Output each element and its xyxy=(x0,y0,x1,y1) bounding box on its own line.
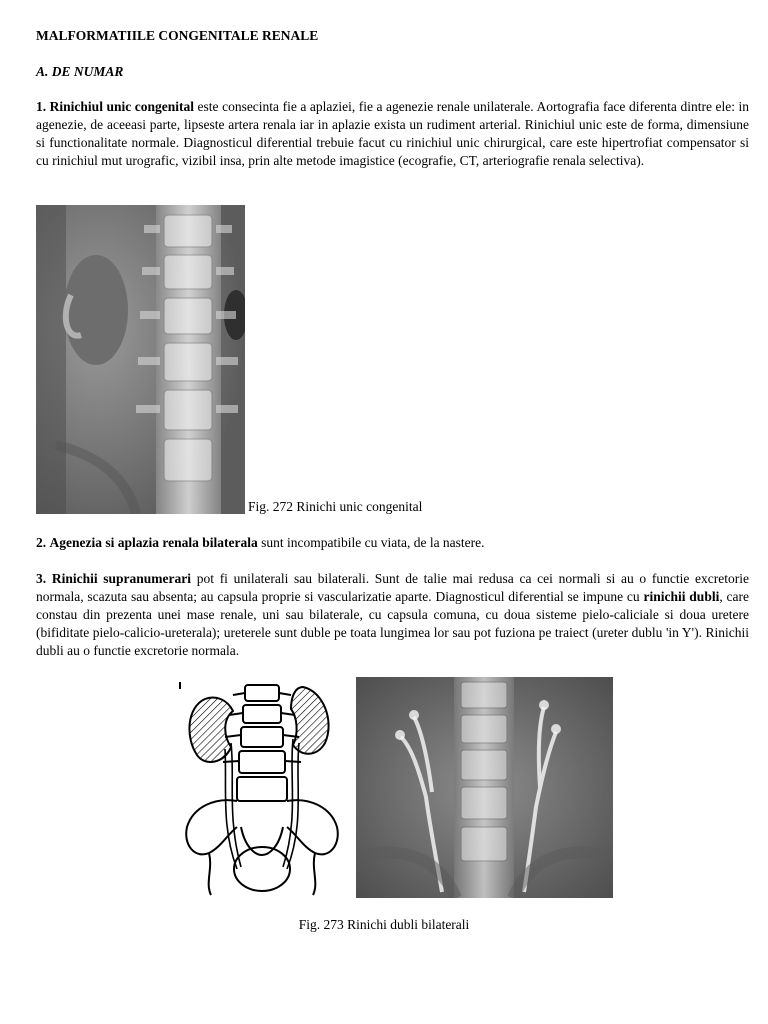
paragraph-single-kidney xyxy=(36,98,749,170)
xray-image-single-kidney xyxy=(36,205,245,514)
anatomical-drawing-duplex-kidneys xyxy=(175,677,347,899)
paragraph-bilateral-agenesis xyxy=(36,534,749,552)
paragraph-term-secondary: rinichii dubli xyxy=(643,589,720,604)
paragraph-text: sunt incompatibile cu viata, de la nastere. xyxy=(257,535,485,550)
paragraph-term: Rinichiul unic congenital xyxy=(49,99,195,114)
paragraph-number: 3. xyxy=(36,571,47,586)
xray-image-duplex-kidneys xyxy=(356,677,613,898)
paragraph-text: pot fi unilaterali sau bilaterali. Sunt de talie mai redusa ca cei normali si au o functie excretorie normala, scazuta sau absenta; au capsula proprie si vascularizatie aparte. Diagnosticul diferential se impune cu xyxy=(36,571,750,604)
section-heading: A. DE NUMAR xyxy=(36,64,124,79)
paragraph-text: este consecinta fie a aplaziei, fie a agenezie renale unilaterale. Aortografia face diferenta dintre ele: in agenezie, de aceeasi parte, lipseste artera renala iar in aplazie exista un rudiment arterial. Rinichiul unic este de forma, dimensiune si functionalitate normale. Diagnosticul diferential trebuie facut cu rinichiul unic chirurgical, care este hipertrofiat compensator si cu rinichiul mut urografic, vizibil insa, prin alte metode imagistice (ecografie, CT, arteriografie renala selectiva). xyxy=(36,99,750,168)
paragraph-number: 2. xyxy=(36,535,47,550)
figure-caption-273: Fig. 273 Rinichi dubli bilaterali xyxy=(298,917,470,932)
document-title: MALFORMATIILE CONGENITALE RENALE xyxy=(36,28,319,43)
figure-caption-272: Fig. 272 Rinichi unic congenital xyxy=(248,499,423,514)
paragraph-text: , care constau din prezenta unei mase renale, uni sau bilaterale, cu capsula comuna, cu doua sisteme pielo-caliciale si doua uretere (bifiditate pielo-calicio-ureterala); ureterele sunt duble pe toata lungimea lor sau pot fuziona pe traiect (ureter dublu 'in Y'). Rinichii dubli au o functie excretorie normala. xyxy=(36,589,749,658)
paragraph-supernumerary-kidneys xyxy=(36,570,749,660)
paragraph-term: Rinichii supranumerari xyxy=(51,571,192,586)
paragraph-term: Agenezia si aplazia renala bilaterala xyxy=(49,535,258,550)
paragraph-number: 1. xyxy=(36,99,47,114)
